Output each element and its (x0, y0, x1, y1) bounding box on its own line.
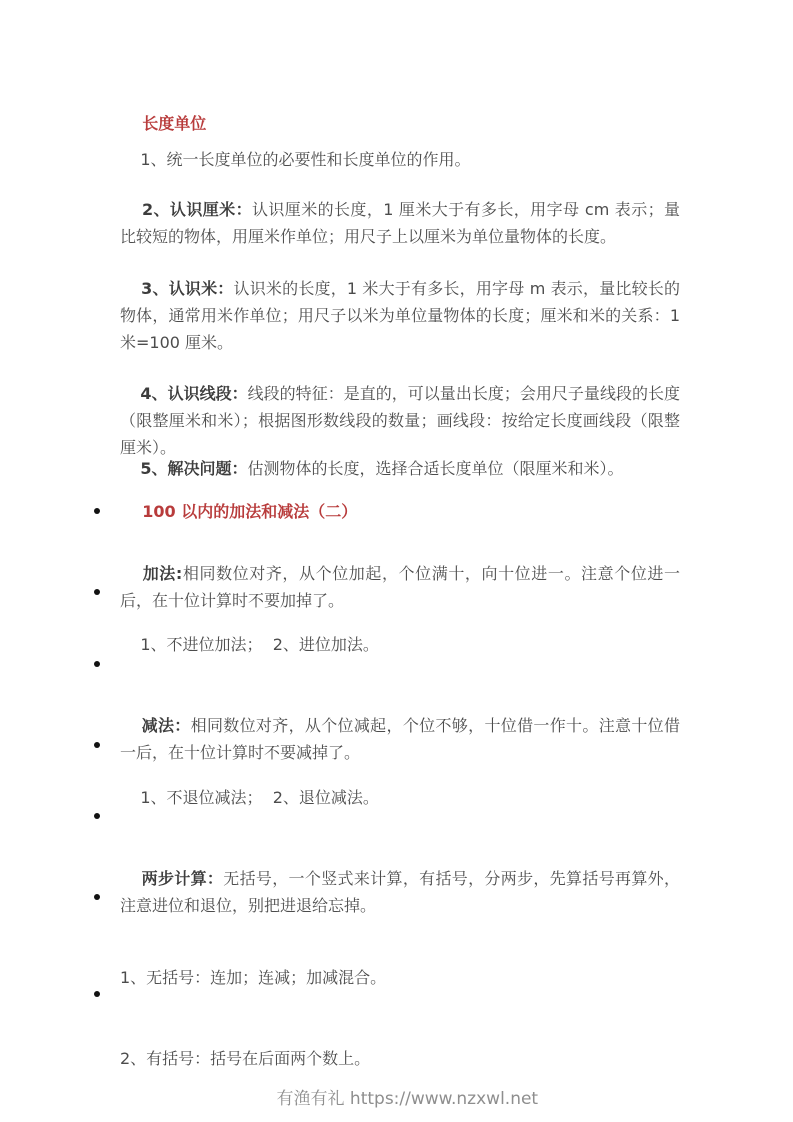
bullet-marker (94, 742, 100, 748)
bullet-marker (94, 589, 100, 595)
paragraph-lead: 3、认识米： (141, 279, 234, 298)
paragraph-text: 估测物体的长度，选择合适长度单位（限厘米和米）。 (247, 459, 624, 478)
paragraph-lead: 两步计算： (141, 869, 224, 888)
bullet-marker (94, 508, 100, 514)
paragraph-text: 认识米的长度，1 米大于有多长，用字母 m 表示，量比较长的物体，通常用米作单位；用尺子以米为单位量物体的长度；厘米和米的关系：1 米=100 厘米。 (120, 279, 686, 352)
paragraph-addition-types (120, 604, 680, 685)
heading-text: 100 以内的加法和减法（二） (142, 502, 358, 521)
paragraph-lead: 4、认识线段： (140, 384, 248, 403)
bullet-marker (94, 894, 100, 900)
paragraph-text: 相同数位对齐，从个位加起，个位满十，向十位进一。注意个位进一后，在十位计算时不要加掉了。 (120, 564, 680, 610)
paragraph-text: 1、不退位减法； 2、退位减法。 (140, 788, 379, 807)
footer-text: 有渔有礼 https://www.nzxwl.net (276, 1089, 539, 1109)
bullet-marker (94, 991, 100, 997)
paragraph-lead: 2、认识厘米： (141, 200, 252, 219)
paragraph-text: 1、不进位加法； 2、进位加法。 (140, 635, 379, 654)
paragraph-lead: 5、解决问题： (140, 459, 248, 478)
list-item-with-brackets: 2、有括号：括号在后面两个数上。 (120, 1049, 371, 1068)
paragraph-text: 认识厘米的长度，1 厘米大于有多长，用字母 cm 表示；量比较短的物体，用厘米作单位；用尺子上以厘米为单位量物体的长度。 (120, 200, 681, 246)
heading-text: 长度单位 (142, 114, 207, 133)
paragraph-text: 线段的特征：是直的，可以量出长度；会用尺子量线段的长度（限整厘米和米）；根据图形数线段的数量；画线段：按给定长度画线段（限整厘米）。 (120, 384, 680, 457)
list-item-no-brackets: 1、无括号：连加；连减；加减混合。 (120, 968, 387, 987)
paragraph-lead: 减法： (141, 716, 191, 735)
paragraph-subtraction-types (120, 757, 680, 838)
paragraph-text: 1、统一长度单位的必要性和长度单位的作用。 (140, 150, 471, 169)
bullet-marker (94, 661, 100, 667)
footer-watermark (0, 1066, 793, 1122)
paragraph-lead: 加法: (142, 564, 183, 583)
paragraph-text: 相同数位对齐，从个位减起，个位不够，十位借一作十。注意十位借一后，在十位计算时不要减掉了。 (120, 716, 680, 762)
bullet-marker (94, 813, 100, 819)
paragraph-text: 无括号，一个竖式来计算，有括号，分两步，先算括号再算外，注意进位和退位，别把进退给忘掉。 (120, 869, 680, 915)
